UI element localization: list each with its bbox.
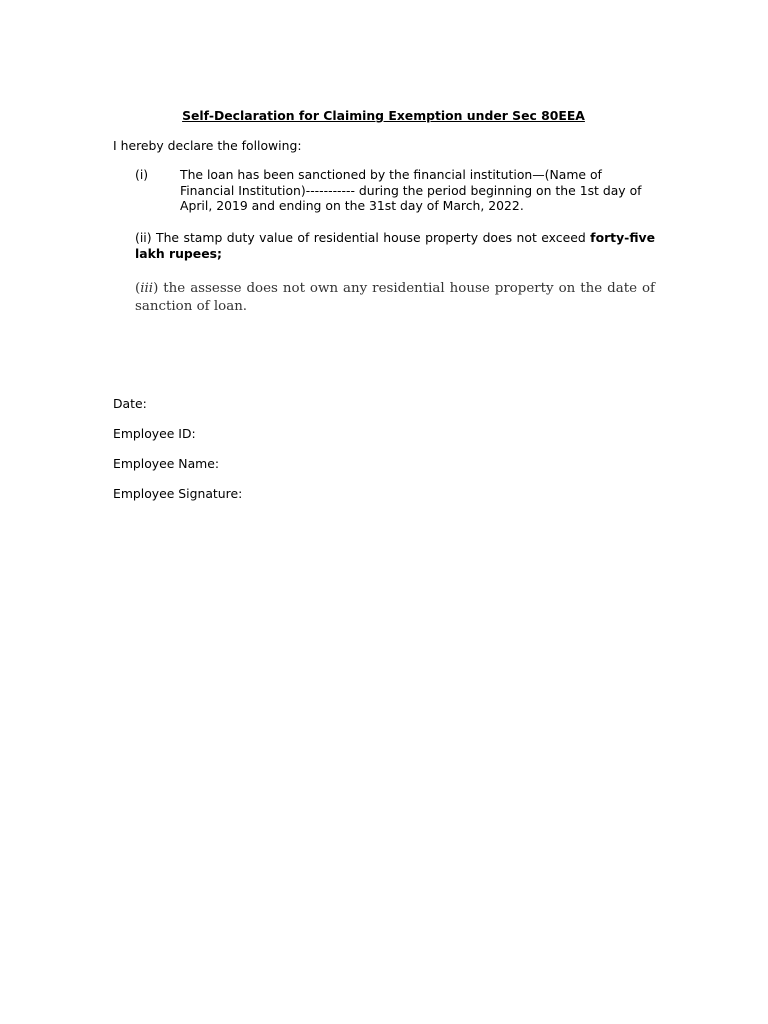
item-2-bold-text: forty-five lakh rupees; [135,230,655,261]
employee-id-label: Employee ID: [113,426,196,441]
declaration-intro: I hereby declare the following: [113,138,302,153]
item-2-text: The stamp duty value of residential house property does not exceed [151,230,591,245]
item-2 [135,230,655,262]
item-3 [135,280,655,315]
employee-name-label: Employee Name: [113,456,220,471]
employee-signature-label: Employee Signature: [113,486,243,501]
item-2-number: (ii) [135,230,152,245]
item-3-number: iii [140,281,154,296]
date-label: Date: [113,396,147,411]
item-3-text: the assesse does not own any residential house property on the date of sanction of loan. [135,281,655,314]
item-1-number: (i) [135,167,149,182]
item-3-paren-close: ) [153,281,159,296]
item-3-paren-open: ( [135,281,141,296]
item-1-text: The loan has been sanctioned by the financial institution—(Name of Financial Institution)----------- during the period beginning on the 1st day of April, 2019 and ending on the 31st day of March, 2022. [180,167,642,213]
document-title: Self-Declaration for Claiming Exemption under Sec 80EEA [182,108,585,123]
